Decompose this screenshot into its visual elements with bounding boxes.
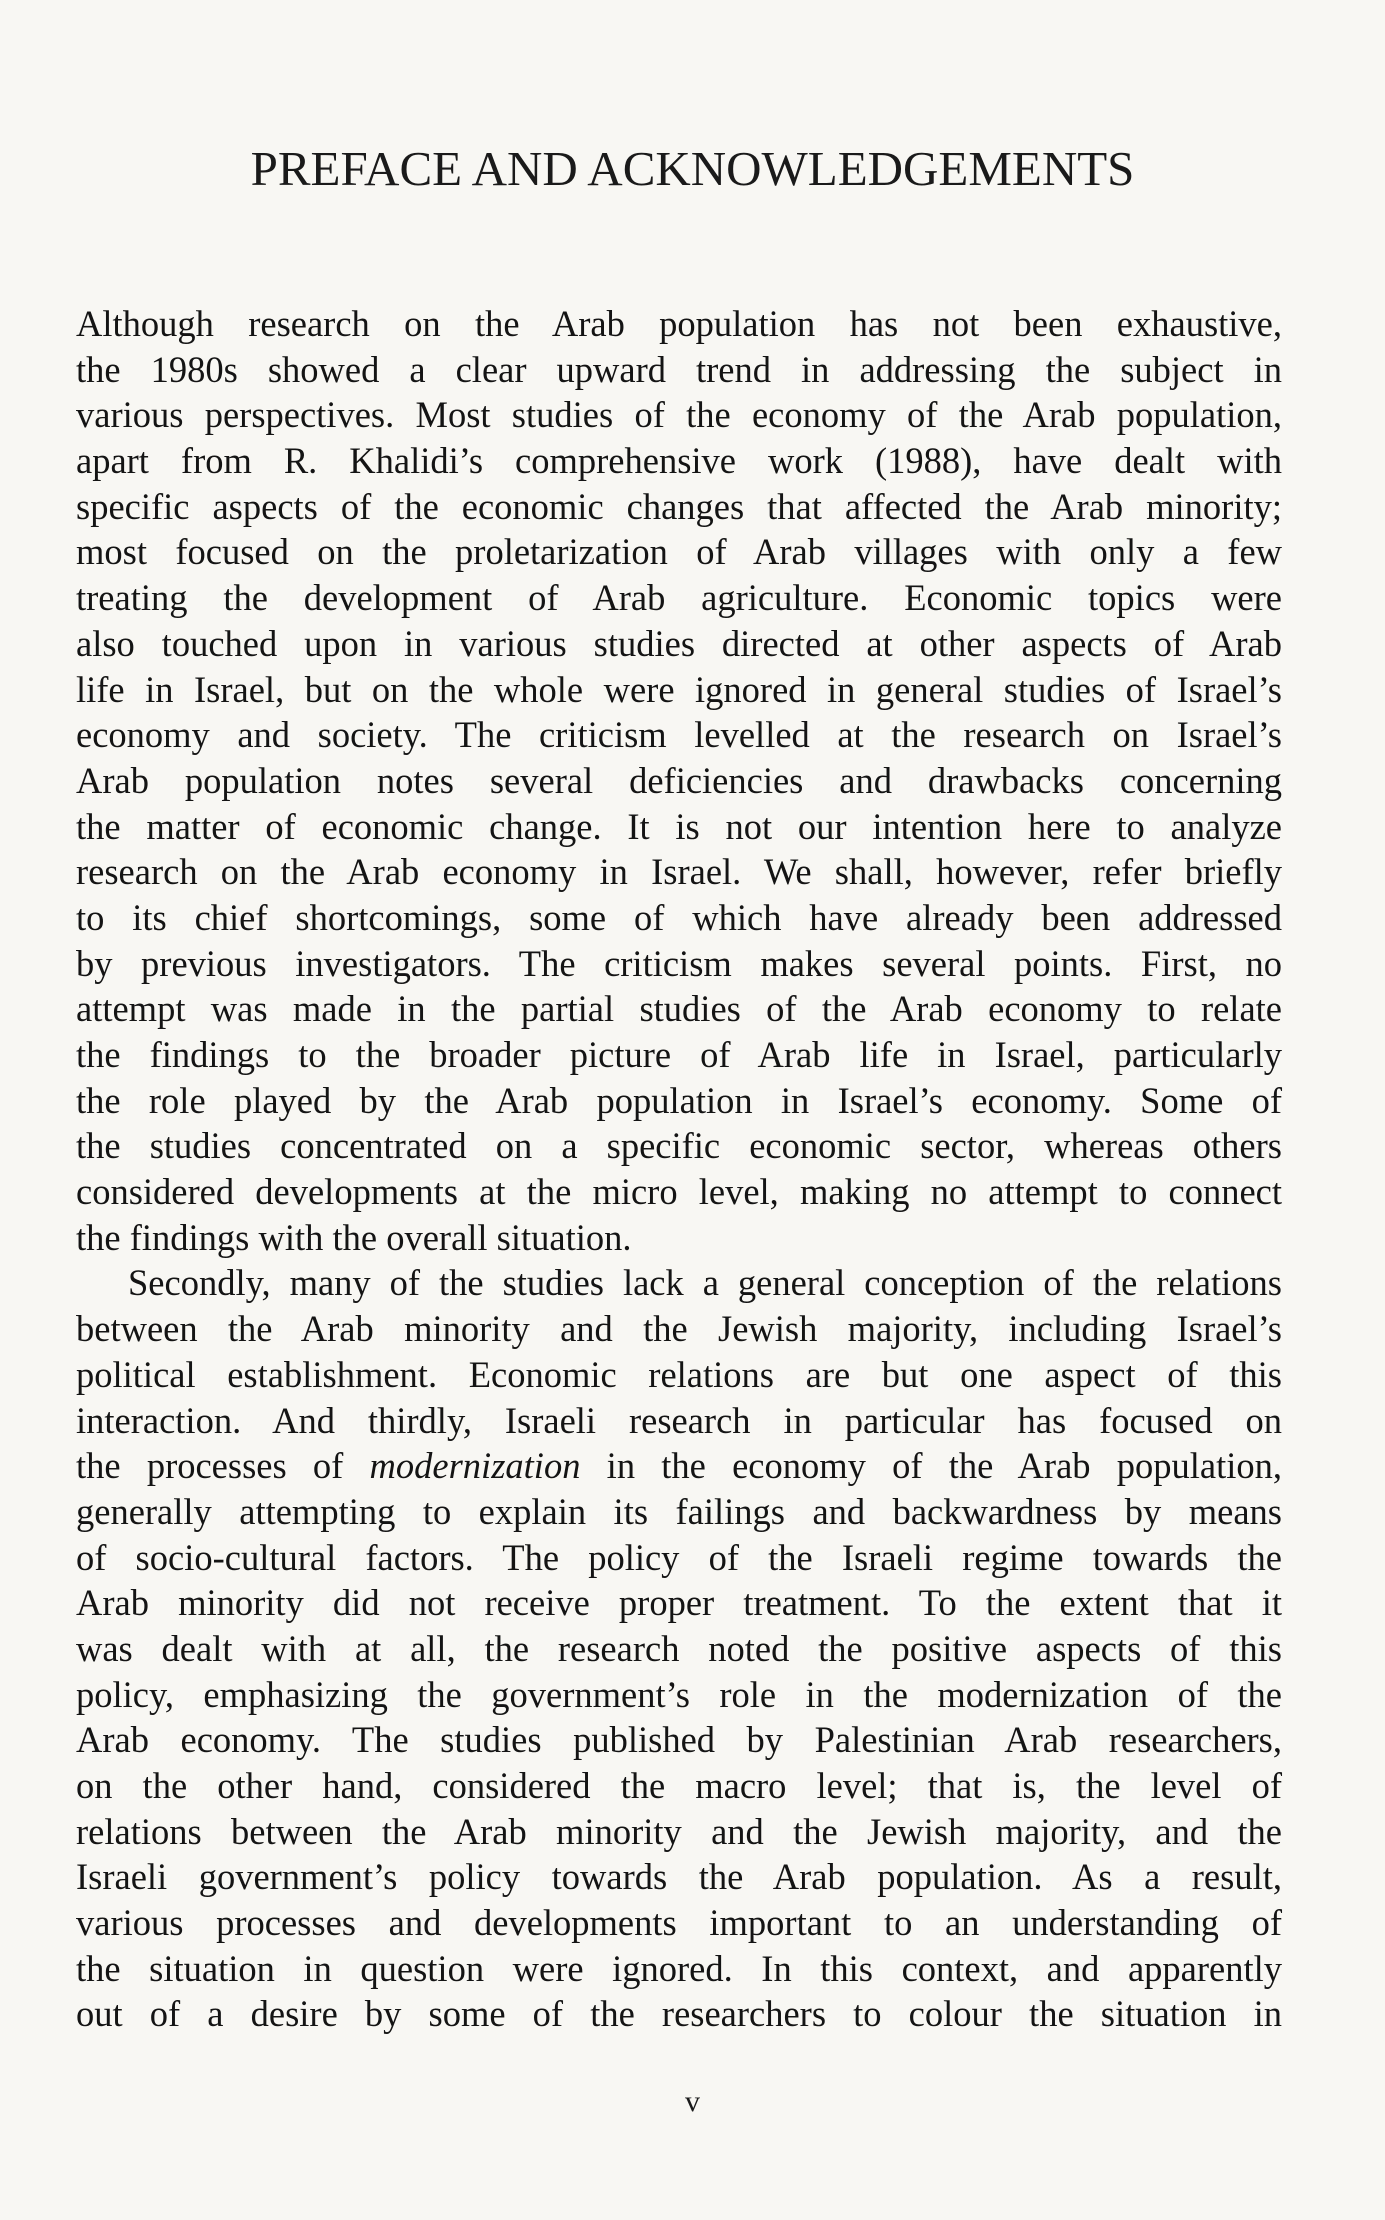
- text-line: various perspectives. Most studies of the economy of the Arab population,: [76, 394, 1282, 436]
- text-line: most focused on the proletarization of Arab villages with only a few: [76, 531, 1282, 573]
- text-line: attempt was made in the partial studies of the Arab economy to relate: [76, 988, 1282, 1030]
- text-line: policy, emphasizing the government’s role in the modernization of the: [76, 1673, 1282, 1715]
- text-line: apart from R. Khalidi’s comprehensive work (1988), have dealt with: [76, 440, 1282, 482]
- emphasized-term: modernization: [369, 1445, 581, 1487]
- text-line: treating the development of Arab agriculture. Economic topics were: [76, 577, 1282, 619]
- text-line: Israeli government’s policy towards the Arab population. As a result,: [76, 1856, 1282, 1898]
- text-segment: the processes of: [76, 1445, 370, 1487]
- text-line: the studies concentrated on a specific economic sector, whereas others: [76, 1125, 1282, 1167]
- text-line: Arab economy. The studies published by Palestinian Arab researchers,: [76, 1719, 1282, 1761]
- text-line: various processes and developments important to an understanding of: [76, 1902, 1282, 1944]
- page-number: v: [685, 2085, 700, 2118]
- text-line: Although research on the Arab population has not been exhaustive,: [76, 303, 1282, 344]
- text-line: economy and society. The criticism levelled at the research on Israel’s: [76, 714, 1282, 756]
- text-line: the findings with the overall situation.: [76, 1216, 632, 1258]
- text-line: life in Israel, but on the whole were ignored in general studies of Israel’s: [76, 668, 1282, 710]
- text-line: considered developments at the micro level, making no attempt to connect: [76, 1171, 1282, 1213]
- text-line: the situation in question were ignored. In this context, and apparently: [76, 1947, 1282, 1989]
- text-line: political establishment. Economic relations are but one aspect of this: [76, 1353, 1282, 1395]
- text-line: generally attempting to explain its failings and backwardness by means: [76, 1490, 1282, 1532]
- text-line: [76, 1443, 1282, 1489]
- text-line: of socio-cultural factors. The policy of the Israeli regime towards the: [76, 1536, 1282, 1578]
- paragraph-2: [76, 1260, 1282, 2037]
- page-title: PREFACE AND ACKNOWLEDGEMENTS: [250, 141, 1135, 196]
- text-line: research on the Arab economy in Israel. We shall, however, refer briefly: [76, 851, 1282, 893]
- text-line: the role played by the Arab population in Israel’s economy. Some of: [76, 1079, 1282, 1121]
- text-line: between the Arab minority and the Jewish majority, including Israel’s: [76, 1308, 1282, 1350]
- text-line: Arab population notes several deficiencies and drawbacks concerning: [76, 759, 1282, 801]
- text-line: the 1980s showed a clear upward trend in addressing the subject in: [76, 348, 1282, 390]
- text-segment: in the economy of the Arab population,: [580, 1445, 1282, 1487]
- text-line: relations between the Arab minority and the Jewish majority, and the: [76, 1810, 1282, 1852]
- text-line: Secondly, many of the studies lack a general conception of the relations: [128, 1262, 1282, 1304]
- text-line: specific aspects of the economic changes that affected the Arab minority;: [76, 485, 1282, 527]
- paragraph-1: [76, 301, 1282, 1260]
- text-line: by previous investigators. The criticism makes several points. First, no: [76, 942, 1282, 984]
- text-line: to its chief shortcomings, some of which have already been addressed: [76, 896, 1282, 938]
- text-line: on the other hand, considered the macro level; that is, the level of: [76, 1765, 1282, 1806]
- text-line: interaction. And thirdly, Israeli research in particular has focused on: [76, 1399, 1282, 1441]
- body-text: [76, 301, 1282, 2037]
- text-line: also touched upon in various studies directed at other aspects of Arab: [76, 622, 1282, 664]
- text-line: Arab minority did not receive proper treatment. To the extent that it: [76, 1582, 1282, 1624]
- text-line: was dealt with at all, the research noted the positive aspects of this: [76, 1627, 1282, 1669]
- text-line: the findings to the broader picture of Arab life in Israel, particularly: [76, 1034, 1282, 1075]
- text-line: the matter of economic change. It is not our intention here to analyze: [76, 805, 1282, 847]
- text-line: out of a desire by some of the researchers to colour the situation in: [76, 1993, 1282, 2035]
